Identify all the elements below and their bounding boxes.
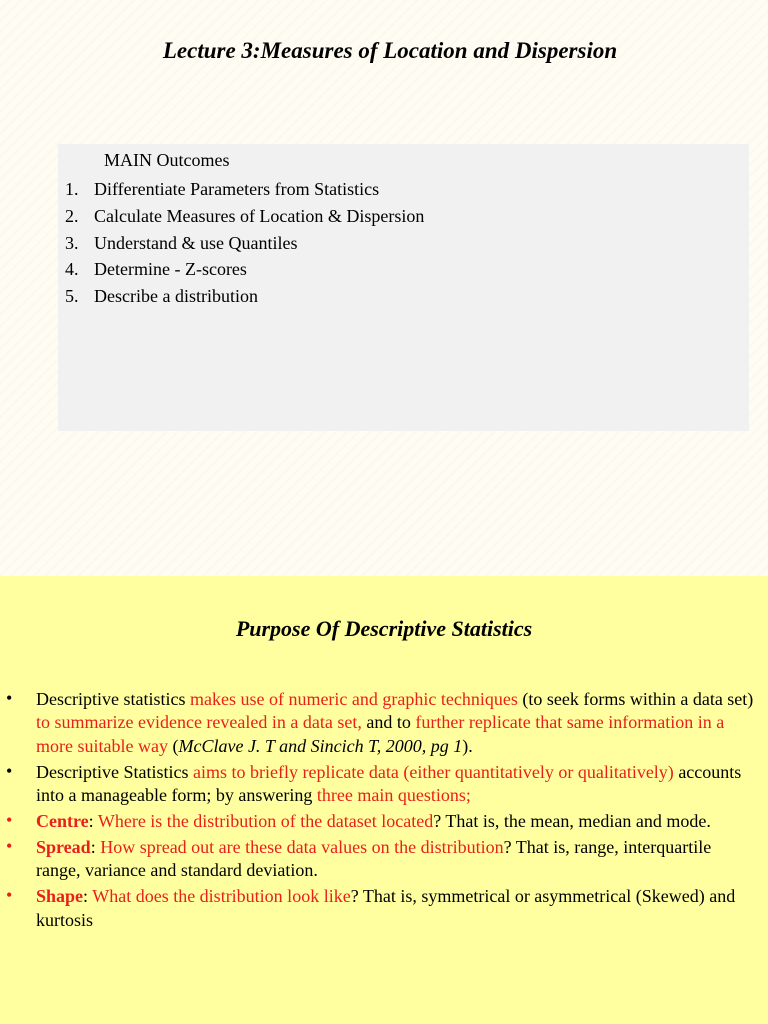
slide2-title: Purpose Of Descriptive Statistics bbox=[235, 616, 533, 641]
bullet-highlight: How spread out are these data values on the distribution bbox=[100, 836, 504, 857]
bullet-text: : bbox=[90, 836, 101, 857]
outcome-item bbox=[58, 256, 424, 283]
bullet-highlight: to summarize evidence revealed in a data set, bbox=[36, 712, 362, 733]
outcome-number: 5. bbox=[65, 286, 79, 307]
bullet-label: Shape bbox=[36, 886, 84, 907]
bullet-item bbox=[0, 688, 768, 758]
bullet-dot-icon: • bbox=[6, 885, 13, 906]
bullet-text: : bbox=[83, 886, 93, 907]
bullet-text: ? That is, range, interquartile range, variance and standard deviation. bbox=[36, 836, 712, 881]
bullet-highlight: three main questions; bbox=[316, 785, 471, 806]
bullet-text: accounts into a manageable form; by answering bbox=[36, 761, 742, 806]
bullet-text: ? That is, the mean, median and mode. bbox=[433, 811, 711, 832]
bullet-text: and to bbox=[361, 712, 416, 733]
bullet-dot-icon: • bbox=[6, 835, 13, 856]
bullet-highlight: further replicate that same information in a more suitable way bbox=[36, 712, 725, 756]
outcome-number: 4. bbox=[65, 259, 79, 280]
outcome-number: 2. bbox=[65, 205, 79, 226]
bullet-item-shape bbox=[0, 885, 768, 932]
outcomes-heading: MAIN Outcomes bbox=[104, 150, 230, 170]
outcome-item bbox=[58, 176, 424, 203]
outcome-item bbox=[58, 203, 424, 230]
bullet-item-centre bbox=[0, 810, 768, 833]
outcome-number: 3. bbox=[65, 232, 79, 253]
outcome-item bbox=[58, 283, 424, 310]
bullet-highlight: Where is the distribution of the dataset located bbox=[97, 811, 434, 832]
outcome-text: Calculate Measures of Location & Dispersion bbox=[94, 205, 425, 226]
bullet-highlight: What does the distribution look like bbox=[92, 886, 351, 907]
bullet-text: : bbox=[88, 811, 98, 832]
bullet-text: (to seek forms within a data set) bbox=[517, 689, 754, 709]
outcome-number: 1. bbox=[65, 179, 79, 199]
bullet-text: ? That is, symmetrical or asymmetrical (Skewed) and kurtosis bbox=[36, 886, 736, 930]
bullet-dot-icon: • bbox=[6, 760, 13, 781]
outcome-text: Differentiate Parameters from Statistics bbox=[94, 179, 380, 199]
citation: McClave J. T and Sincich T, 2000, pg 1 bbox=[178, 735, 463, 756]
bullet-text: ( bbox=[167, 735, 179, 756]
outcome-text: Understand & use Quantiles bbox=[94, 232, 298, 253]
bullet-dot-icon: • bbox=[6, 810, 13, 831]
outcome-text: Describe a distribution bbox=[94, 286, 258, 307]
bullet-highlight: makes use of numeric and graphic techniques bbox=[189, 689, 518, 709]
bullet-item-spread bbox=[0, 836, 768, 883]
bullet-item bbox=[0, 761, 768, 808]
outcome-item bbox=[58, 230, 424, 257]
bullet-label: Spread bbox=[36, 836, 91, 857]
bullet-text: Descriptive Statistics bbox=[36, 761, 193, 782]
slide-purpose-descriptive-statistics bbox=[0, 576, 768, 1024]
bullet-highlight: aims to briefly replicate data (either quantitatively or qualitatively) bbox=[192, 761, 674, 782]
outcomes-box bbox=[58, 144, 749, 431]
bullet-dot-icon: • bbox=[6, 688, 13, 708]
bullet-text: ). bbox=[462, 735, 473, 756]
outcome-text: Determine - Z-scores bbox=[94, 259, 247, 280]
bullet-list bbox=[0, 688, 768, 935]
slide1-title: Lecture 3:Measures of Location and Dispersion bbox=[162, 38, 618, 63]
bullet-text: Descriptive statistics bbox=[36, 689, 190, 709]
outcomes-list bbox=[58, 176, 424, 310]
bullet-label: Centre bbox=[36, 811, 89, 832]
